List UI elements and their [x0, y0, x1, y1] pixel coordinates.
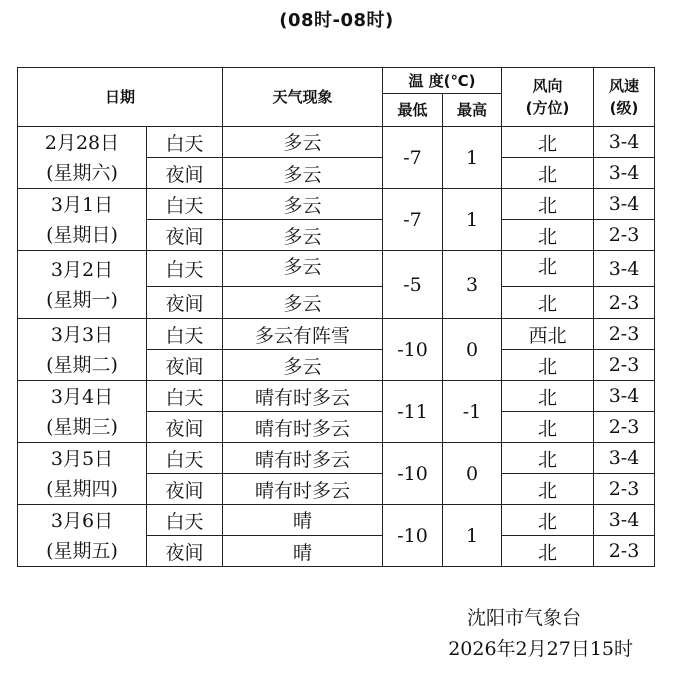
wind-speed-cell: 2-3: [594, 220, 655, 251]
period-label: 夜间: [147, 412, 223, 443]
period-label: 白天: [147, 189, 223, 220]
weekday-label: (星期四): [46, 477, 118, 500]
low-temp-cell: -10: [383, 505, 443, 567]
period-label: 白天: [147, 381, 223, 412]
weather-cell: 多云: [223, 220, 383, 251]
header-date: 日期: [18, 68, 223, 127]
header-wind-direction: [502, 68, 594, 127]
wind-speed-cell: 2-3: [594, 287, 655, 319]
date-label: 3月6日: [50, 509, 114, 532]
wind-speed-cell: 3-4: [594, 381, 655, 412]
wind-speed-cell: 2-3: [594, 474, 655, 505]
forecast-row-day: [18, 127, 655, 158]
date-cell: [18, 127, 147, 189]
wind-speed-cell: 3-4: [594, 505, 655, 536]
date-label: 3月3日: [50, 323, 114, 346]
wind-direction-cell: 北: [502, 220, 594, 251]
low-temp-cell: -5: [383, 251, 443, 319]
low-temp-cell: -10: [383, 319, 443, 381]
period-label: 夜间: [147, 158, 223, 189]
weather-cell: 晴: [223, 505, 383, 536]
wind-direction-cell: 北: [502, 350, 594, 381]
wind-direction-cell: 北: [502, 287, 594, 319]
period-label: 夜间: [147, 220, 223, 251]
forecast-body: [18, 127, 655, 567]
weather-cell: 多云: [223, 158, 383, 189]
weather-cell: 多云: [223, 251, 383, 287]
period-label: 夜间: [147, 536, 223, 567]
wind-speed-cell: 2-3: [594, 319, 655, 350]
date-cell: [18, 443, 147, 505]
high-temp-cell: 1: [443, 127, 502, 189]
period-label: 夜间: [147, 474, 223, 505]
wind-direction-cell: 西北: [502, 319, 594, 350]
weather-cell: 晴: [223, 536, 383, 567]
date-cell: [18, 251, 147, 319]
high-temp-cell: -1: [443, 381, 502, 443]
header-wind-speed-line2: (级): [609, 99, 639, 117]
period-label: 夜间: [147, 350, 223, 381]
header-wind-direction-line2: (方位): [525, 99, 570, 117]
wind-speed-cell: 3-4: [594, 443, 655, 474]
period-label: 白天: [147, 127, 223, 158]
header-wind-speed: [594, 68, 655, 127]
weather-cell: 晴有时多云: [223, 412, 383, 443]
period-label: 白天: [147, 251, 223, 287]
header-low: 最低: [383, 94, 443, 127]
weekday-label: (星期日): [46, 223, 118, 246]
date-label: 3月5日: [50, 447, 114, 470]
low-temp-cell: -7: [383, 189, 443, 251]
date-cell: [18, 189, 147, 251]
high-temp-cell: 3: [443, 251, 502, 319]
wind-direction-cell: 北: [502, 158, 594, 189]
date-cell: [18, 319, 147, 381]
date-cell: [18, 505, 147, 567]
high-temp-cell: 0: [443, 319, 502, 381]
header-weather: 天气现象: [223, 68, 383, 127]
low-temp-cell: -7: [383, 127, 443, 189]
forecast-period-subtitle: (08时-08时): [279, 10, 394, 31]
weekday-label: (星期三): [46, 415, 118, 438]
period-label: 夜间: [147, 287, 223, 319]
forecast-row-day: [18, 251, 655, 287]
forecast-row-day: [18, 381, 655, 412]
weekday-label: (星期一): [46, 288, 118, 311]
wind-direction-cell: 北: [502, 443, 594, 474]
date-label: 3月2日: [50, 258, 114, 281]
period-label: 白天: [147, 319, 223, 350]
high-temp-cell: 1: [443, 505, 502, 567]
wind-speed-cell: 3-4: [594, 158, 655, 189]
date-label: 2月28日: [44, 131, 120, 154]
forecast-row-day: [18, 505, 655, 536]
weekday-label: (星期六): [46, 161, 118, 184]
low-temp-cell: -10: [383, 443, 443, 505]
weather-cell: 多云: [223, 287, 383, 319]
wind-speed-cell: 3-4: [594, 251, 655, 287]
issuing-organization: 沈阳市气象台: [466, 607, 581, 629]
weekday-label: (星期五): [46, 539, 118, 562]
date-label: 3月1日: [50, 193, 114, 216]
wind-speed-cell: 2-3: [594, 536, 655, 567]
wind-direction-cell: 北: [502, 412, 594, 443]
wind-direction-cell: 北: [502, 474, 594, 505]
wind-direction-cell: 北: [502, 381, 594, 412]
weather-cell: 多云有阵雪: [223, 319, 383, 350]
high-temp-cell: 1: [443, 189, 502, 251]
weather-cell: 晴有时多云: [223, 381, 383, 412]
issue-time: 2026年2月27日15时: [448, 638, 633, 660]
date-label: 3月4日: [50, 385, 114, 408]
date-cell: [18, 381, 147, 443]
wind-speed-cell: 2-3: [594, 412, 655, 443]
wind-speed-cell: 3-4: [594, 127, 655, 158]
period-label: 白天: [147, 443, 223, 474]
forecast-row-day: [18, 319, 655, 350]
wind-speed-cell: 2-3: [594, 350, 655, 381]
weather-cell: 多云: [223, 350, 383, 381]
weather-cell: 多云: [223, 189, 383, 220]
weather-cell: 晴有时多云: [223, 443, 383, 474]
forecast-row-day: [18, 443, 655, 474]
header-high: 最高: [443, 94, 502, 127]
header-wind-direction-line1: 风向: [532, 77, 563, 95]
forecast-table: [17, 67, 655, 567]
period-label: 白天: [147, 505, 223, 536]
weather-cell: 多云: [223, 127, 383, 158]
forecast-row-day: [18, 189, 655, 220]
wind-direction-cell: 北: [502, 251, 594, 287]
header-wind-speed-line1: 风速: [608, 77, 639, 95]
wind-direction-cell: 北: [502, 505, 594, 536]
low-temp-cell: -11: [383, 381, 443, 443]
wind-direction-cell: 北: [502, 189, 594, 220]
wind-speed-cell: 3-4: [594, 189, 655, 220]
header-temperature: 温 度(℃): [383, 68, 502, 94]
high-temp-cell: 0: [443, 443, 502, 505]
wind-direction-cell: 北: [502, 127, 594, 158]
weather-cell: 晴有时多云: [223, 474, 383, 505]
wind-direction-cell: 北: [502, 536, 594, 567]
weekday-label: (星期二): [46, 353, 118, 376]
